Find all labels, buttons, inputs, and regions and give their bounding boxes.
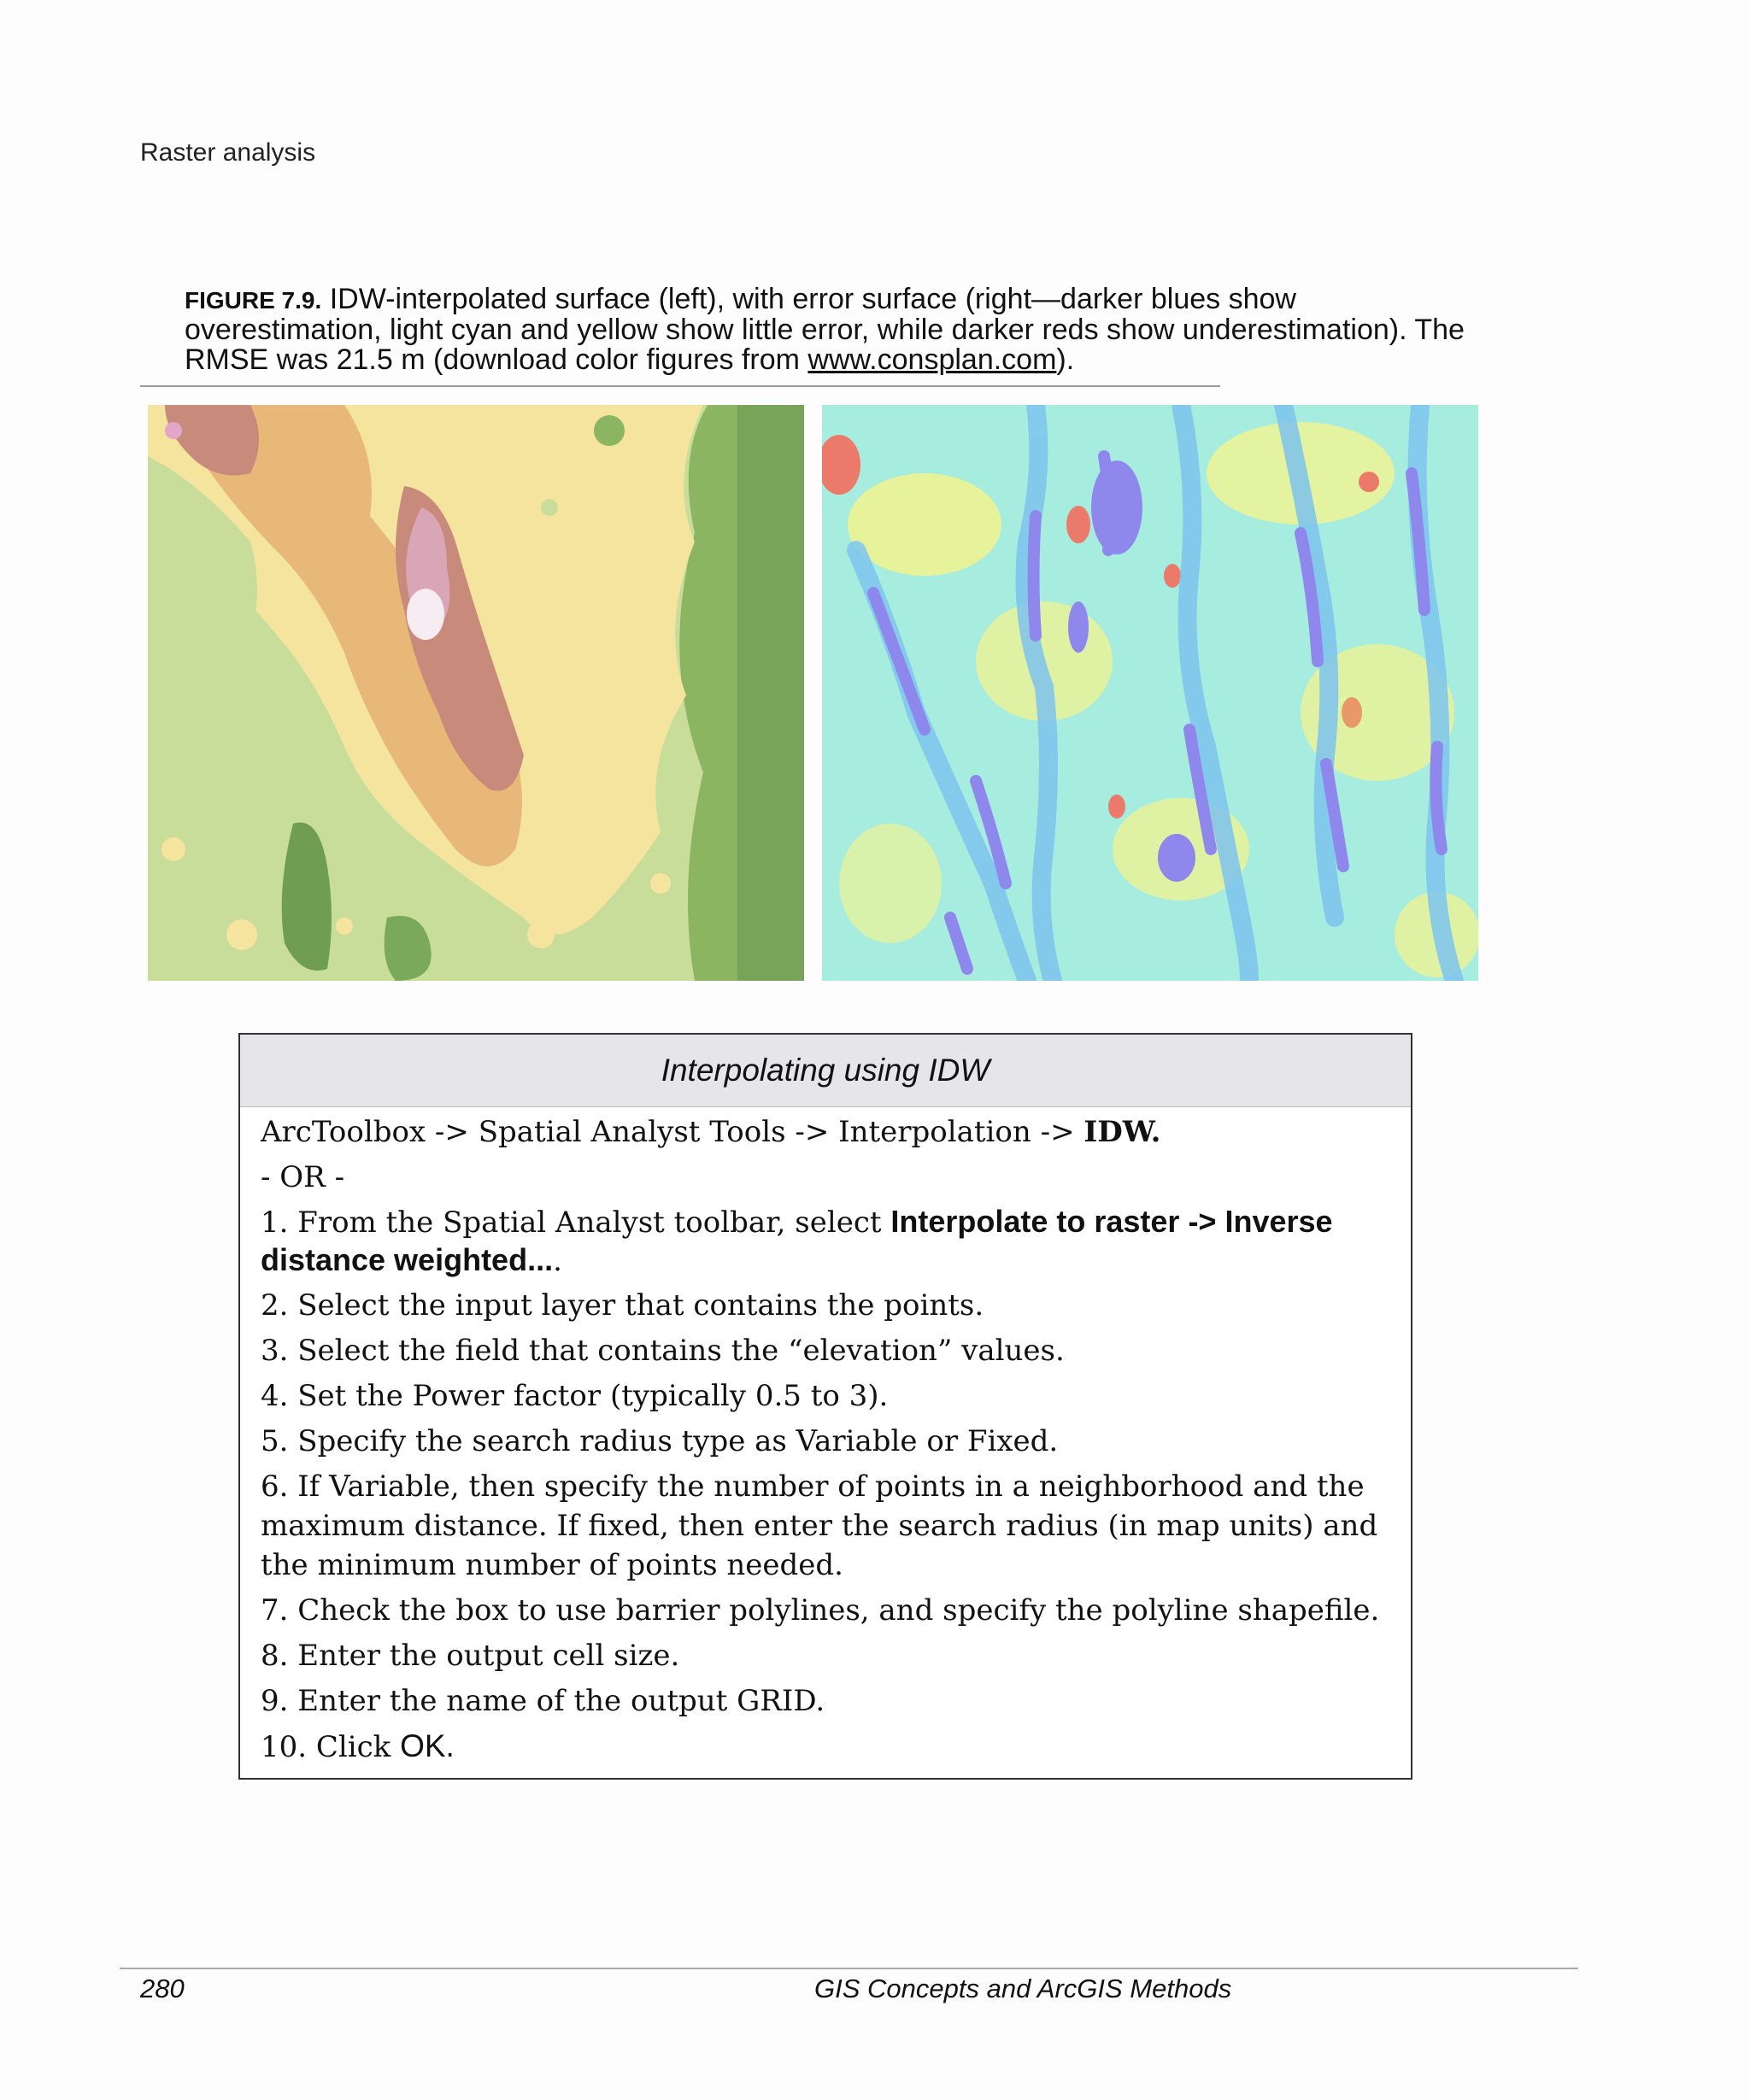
step-7: 7. Check the box to use barrier polylines, and specify the polyline shapefile. xyxy=(261,1593,1380,1628)
or-separator: - OR - xyxy=(261,1160,345,1194)
figure-label: FIGURE 7.9. xyxy=(185,287,322,314)
step-2: 2. Select the input layer that contains the points. xyxy=(261,1288,984,1323)
step-10-prefix: 10. Click xyxy=(261,1730,401,1764)
step-6: 6. If Variable, then specify the number of points in a neighborhood and the maximum distance. If fixed, then enter the search radius (in map units) and the minimum number of points needed. xyxy=(261,1469,1378,1582)
caption-link[interactable]: www.consplan.com xyxy=(807,343,1057,376)
book-title: GIS Concepts and ArcGIS Methods xyxy=(814,1974,1232,2003)
step-1 xyxy=(261,1203,1390,1280)
caption-text: IDW-interpolated surface (left), with error surface (right—darker blues show overestimation, light cyan and yellow show little error, while darker reds show underestimation). The RMSE was 21.5 m (download color figures from xyxy=(185,283,1465,376)
idw-surface-graphic xyxy=(148,405,804,981)
step-8: 8. Enter the output cell size. xyxy=(261,1639,680,1673)
step-1-suffix: . xyxy=(553,1244,562,1278)
footer-rule xyxy=(120,1968,1578,1969)
page-number: 280 xyxy=(140,1974,185,2003)
step-3: 3. Select the field that contains the “elevation” values. xyxy=(261,1334,1065,1368)
toolbox-path-text: ArcToolbox -> Spatial Analyst Tools -> Interpolation -> xyxy=(261,1115,1084,1149)
procedure-body xyxy=(240,1107,1411,1767)
step-1-menu-path: Interpolate to raster -> Inverse distance weighted... xyxy=(261,1204,1333,1277)
toolbox-path xyxy=(261,1112,1390,1152)
caption-rule xyxy=(140,385,1220,387)
step-10-ok: OK. xyxy=(400,1728,455,1763)
figure-caption xyxy=(185,284,1500,375)
step-10 xyxy=(261,1727,1390,1767)
toolbox-path-final: IDW. xyxy=(1083,1115,1161,1149)
step-4: 4. Set the Power factor (typically 0.5 to 3). xyxy=(261,1379,889,1413)
error-surface-map xyxy=(822,405,1478,981)
caption-end: ). xyxy=(1056,343,1075,376)
step-1-prefix: 1. From the Spatial Analyst toolbar, select xyxy=(261,1205,891,1240)
running-head: Raster analysis xyxy=(140,138,316,167)
step-9: 9. Enter the name of the output GRID. xyxy=(261,1684,825,1718)
procedure-box xyxy=(238,1033,1412,1780)
step-5: 5. Specify the search radius type as Variable or Fixed. xyxy=(261,1424,1059,1458)
idw-surface-map xyxy=(148,405,804,981)
procedure-title: Interpolating using IDW xyxy=(240,1035,1411,1107)
error-surface-graphic xyxy=(822,405,1478,981)
